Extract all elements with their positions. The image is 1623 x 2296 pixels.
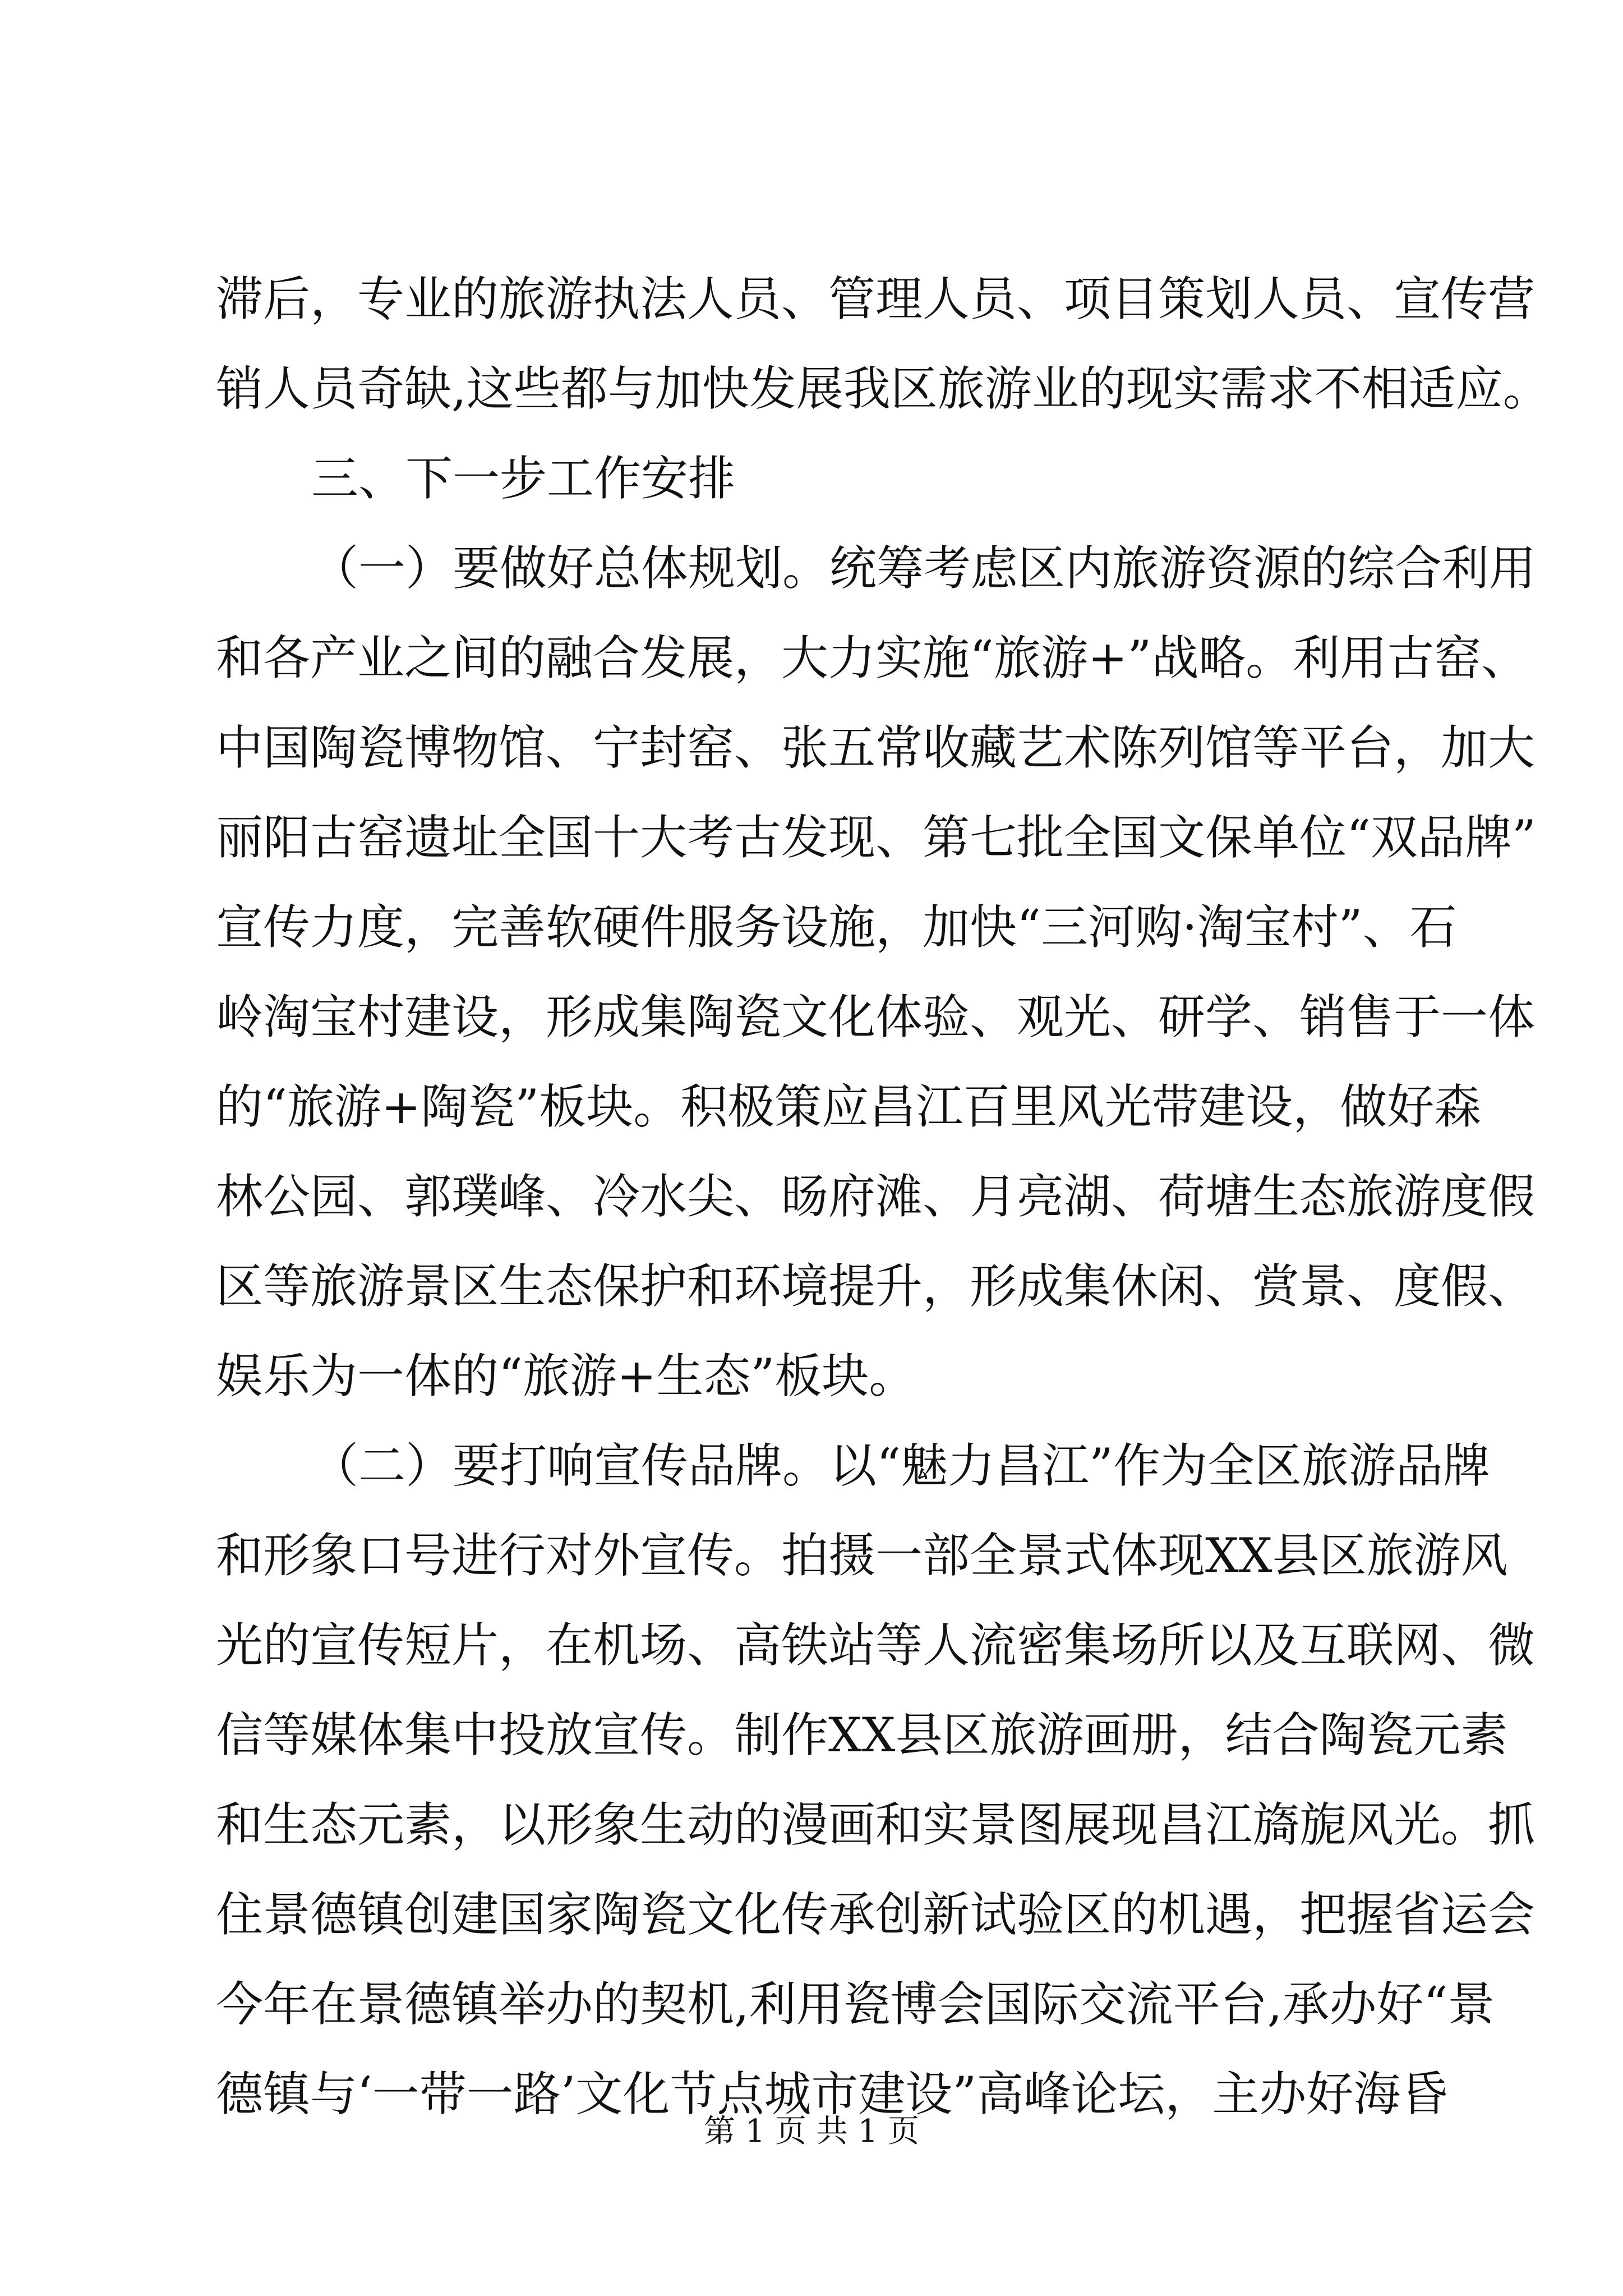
- paragraph-line: 德镇与‘一带一路’文化节点城市建设”高峰论坛，主办好海昏: [216, 2067, 1448, 2122]
- paragraph-line: 住景德镇创建国家陶瓷文化传承创新试验区的机遇，把握省运会: [216, 1887, 1536, 1942]
- paragraph-line: （一）要做好总体规划。统筹考虑区内旅游资源的综合利用: [311, 541, 1537, 596]
- paragraph-line: 岭淘宝村建设，形成集陶瓷文化体验、观光、研学、销售于一体: [216, 990, 1536, 1045]
- paragraph-line: 的“旅游+陶瓷”板块。积极策应昌江百里风光带建设，做好森: [216, 1079, 1482, 1134]
- paragraph-line: 娱乐为一体的“旅游+生态”板块。: [216, 1349, 916, 1404]
- section-heading: 三、下一步工作安排: [311, 451, 736, 506]
- paragraph-line: 和形象口号进行对外宣传。拍摄一部全景式体现XX县区旅游风: [216, 1528, 1508, 1583]
- paragraph-line: 和生态元素，以形象生动的漫画和实景图展现昌江旖旎风光。抓: [216, 1797, 1536, 1852]
- paragraph-line: 区等旅游景区生态保护和环境提升，形成集休闲、赏景、度假、: [216, 1259, 1536, 1314]
- document-body: [216, 254, 1550, 2139]
- paragraph-line: 丽阳古窑遗址全国十大考古发现、第七批全国文保单位“双品牌”: [216, 810, 1536, 865]
- paragraph-line: 和各产业之间的融合发展，大力实施“旅游+”战略。利用古窑、: [216, 631, 1529, 685]
- paragraph-line: 销人员奇缺,这些都与加快发展我区旅游业的现实需求不相适应。: [216, 361, 1550, 416]
- paragraph-line: 林公园、郭璞峰、冷水尖、旸府滩、月亮湖、荷塘生态旅游度假: [216, 1169, 1536, 1224]
- paragraph-line: （二）要打响宣传品牌。以“魅力昌江”作为全区旅游品牌: [311, 1438, 1490, 1493]
- paragraph-line: 信等媒体集中投放宣传。制作XX县区旅游画册，结合陶瓷元素: [216, 1708, 1508, 1763]
- paragraph-line: 宣传力度，完善软硬件服务设施，加快“三河购·淘宝村”、石: [216, 900, 1457, 955]
- paragraph-line: 中国陶瓷博物馆、宁封窑、张五常收藏艺术陈列馆等平台，加大: [216, 720, 1536, 775]
- paragraph-line: 光的宣传短片，在机场、高铁站等人流密集场所以及互联网、微: [216, 1618, 1536, 1673]
- page-footer: 第 1 页 共 1 页: [703, 2113, 920, 2150]
- paragraph-line: 滞后，专业的旅游执法人员、管理人员、项目策划人员、宣传营: [216, 272, 1536, 326]
- paragraph-line: 今年在景德镇举办的契机,利用瓷博会国际交流平台,承办好“景: [216, 1977, 1495, 2032]
